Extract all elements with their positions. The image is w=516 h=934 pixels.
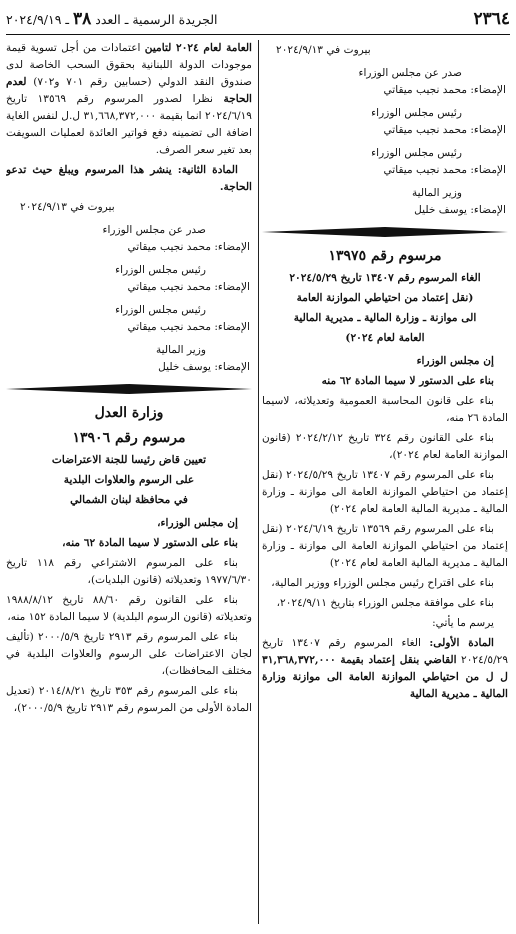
signature-lead: وزير المالية	[155, 344, 206, 356]
article-label: المادة الأولى:	[429, 637, 494, 649]
continuation-bold: لعدم الحاجة	[6, 76, 252, 105]
decree-subject-line: (نقل إعتماد من احتياطي الموازنة العامة	[296, 292, 474, 304]
signature-name: الإمضاء: يوسف خليل	[414, 204, 506, 216]
decree-subject-line: على الرسوم والعلاوات البلدية	[63, 474, 195, 486]
page-number: ٢٣٦٤	[473, 9, 510, 29]
recital: بناء على اقتراح رئيس مجلس الوزراء ووزير المالية،	[271, 577, 494, 589]
signature-date: بيروت في ٢٠٢٤/٩/١٣	[20, 201, 115, 213]
left-column	[6, 40, 252, 930]
page-header	[6, 4, 510, 35]
signature-name: الإمضاء: محمد نجيب ميقاتي	[383, 124, 506, 136]
article-text: الغاء المرسوم رقم ١٣٤٠٧ تاريخ ٢٠٢٤/٥/٢٩	[262, 637, 508, 666]
gazette-title-prefix: الجريدة الرسمية ـ العدد	[95, 12, 218, 27]
signature-name: الإمضاء: محمد نجيب ميقاتي	[383, 164, 506, 176]
recital: بناء على القانون رقم ٣٢٤ تاريخ ٢٠٢٤/٢/١٢ (قانون الموازنة العامة لعام ٢٠٢٤)،	[262, 432, 508, 461]
continuation-text: نظرا لصدور المرسوم رقم ١٣٥٦٩ تاريخ ٢٠٢٤/٦/١٩ انما بقيمة ٣١,٦٦٨,٣٧٢,٠٠٠ ل.ل لنفس الغاية اضافة الى تضمينه دفع فواتير العائدة لعمليات السويفت بعد تغير سعر الصرف.	[6, 93, 252, 156]
article-two	[6, 162, 252, 196]
section-divider	[262, 225, 508, 239]
constitution-clause: بناء على الدستور لا سيما المادة ٦٢ منه	[321, 375, 494, 387]
signature-lead: وزير المالية	[411, 187, 462, 199]
signature-lead: رئيس مجلس الوزراء	[115, 264, 206, 276]
decree-subject-line: الى موازنة ـ وزارة المالية ـ مديرية المالية	[293, 312, 477, 324]
council-heading: إن مجلس الوزراء،	[157, 517, 238, 529]
decree-subject-line: الغاء المرسوم رقم ١٣٤٠٧ تاريخ ٢٠٢٤/٥/٢٩	[289, 272, 481, 284]
signature-name: الإمضاء: محمد نجيب ميقاتي	[127, 241, 250, 253]
decree-number: مرسوم رقم ١٣٩٠٦	[72, 430, 186, 446]
decrees-line: يرسم ما يأتي:	[432, 617, 494, 629]
ministry-heading: وزارة العدل	[94, 405, 164, 421]
recital: بناء على المرسوم رقم ٢٩١٣ تاريخ ٢٠٠٠/٥/٩ (تأليف لجان الاعتراضات على الرسوم والعلاوات البلدية في مختلف المحافظات)،	[6, 631, 252, 677]
decree-number: مرسوم رقم ١٣٩٧٥	[328, 248, 442, 264]
signature-name: الإمضاء: محمد نجيب ميقاتي	[127, 281, 250, 293]
signature-lead: رئيس مجلس الوزراء	[115, 304, 206, 316]
signature-name: الإمضاء: محمد نجيب ميقاتي	[127, 321, 250, 333]
continuation-bold: العامة لعام ٢٠٢٤ لتامين	[144, 42, 252, 54]
recital: بناء على المرسوم رقم ٣٥٣ تاريخ ٢٠١٤/٨/٢١ (تعديل المادة الأولى من المرسوم رقم ٢٩١٣ تاريخ ٢٠٠٠/٥/٩)،	[6, 685, 252, 714]
article-text: ينشر هذا المرسوم ويبلغ حيث تدعو الحاجة.	[6, 164, 252, 193]
signature-lead: رئيس مجلس الوزراء	[371, 147, 462, 159]
decree-subject-line: تعيين قاض رئيسا للجنة الاعتراضات	[51, 454, 207, 466]
recital: بناء على القانون رقم ٨٨/٦٠ تاريخ ١٩٨٨/٨/١٢ وتعديلاته (قانون الرسوم البلدية) لا سيما المادة ١٥٢ منه،	[6, 594, 252, 623]
continuation-text: اعتمادات من أجل تسوية قيمة موجودات الدولة اللبنانية بحقوق السحب الخاصة لدى صندوق النقد الدولي (حسابين رقم ٧٠١ و٧٠٢)	[6, 42, 252, 88]
signature-lead: صدر عن مجلس الوزراء	[358, 67, 462, 79]
decree-subject-line: العامة لعام ٢٠٢٤)	[345, 332, 425, 344]
section-divider	[6, 382, 252, 396]
recital: بناء على قانون المحاسبة العمومية وتعديلاته، لاسيما المادة ٢٦ منه،	[262, 395, 508, 424]
constitution-clause: بناء على الدستور لا سيما المادة ٦٢ منه،	[62, 537, 238, 549]
signature-name: الإمضاء: محمد نجيب ميقاتي	[383, 84, 506, 96]
decree-subject-line: في محافظة لبنان الشمالي	[70, 494, 188, 506]
recital: بناء على المرسوم الاشتراعي رقم ١١٨ تاريخ ١٩٧٧/٦/٣٠ وتعديلاته (قانون البلديات)،	[6, 557, 252, 586]
continuation-paragraph	[6, 40, 252, 159]
recital: بناء على المرسوم رقم ١٣٥٦٩ تاريخ ٢٠٢٤/٦/١٩ (نقل إعتماد من احتياطي الموازنة العامة الى موازنة ـ وزارة المالية ـ مديرية المالية العامة لعام ٢٠٢٤)	[262, 523, 508, 569]
issue-date: ـ ٢٠٢٤/٩/١٩	[6, 12, 70, 27]
signature-lead: صدر عن مجلس الوزراء	[102, 224, 206, 236]
column-divider	[258, 40, 259, 924]
signature-name: الإمضاء: يوسف خليل	[158, 361, 250, 373]
article-one	[262, 635, 508, 703]
gazette-title	[6, 9, 218, 29]
recital: بناء على المرسوم رقم ١٣٤٠٧ تاريخ ٢٠٢٤/٥/٢٩ (نقل إعتماد من احتياطي الموازنة العامة الى موازنة ـ وزارة المالية ـ مديرية المالية العامة لعام ٢٠٢٤)	[262, 469, 508, 515]
issue-number: ٣٨	[73, 9, 92, 29]
right-column	[262, 40, 508, 930]
recital: بناء على موافقة مجلس الوزراء بتاريخ ٢٠٢٤/٩/١١،	[276, 597, 494, 609]
signature-lead: رئيس مجلس الوزراء	[371, 107, 462, 119]
council-heading: إن مجلس الوزراء	[416, 355, 494, 367]
article-label: المادة الثانية:	[177, 164, 238, 176]
signature-date: بيروت في ٢٠٢٤/٩/١٣	[276, 44, 371, 56]
article-text-bold: القاضي بنقل إعتماد بقيمة ٣١,٣٦٨,٣٧٢,٠٠٠ ل ل من احتياطي الموازنة العامة الى موازنة وزارة المالية ـ مديرية المالية	[262, 654, 508, 700]
